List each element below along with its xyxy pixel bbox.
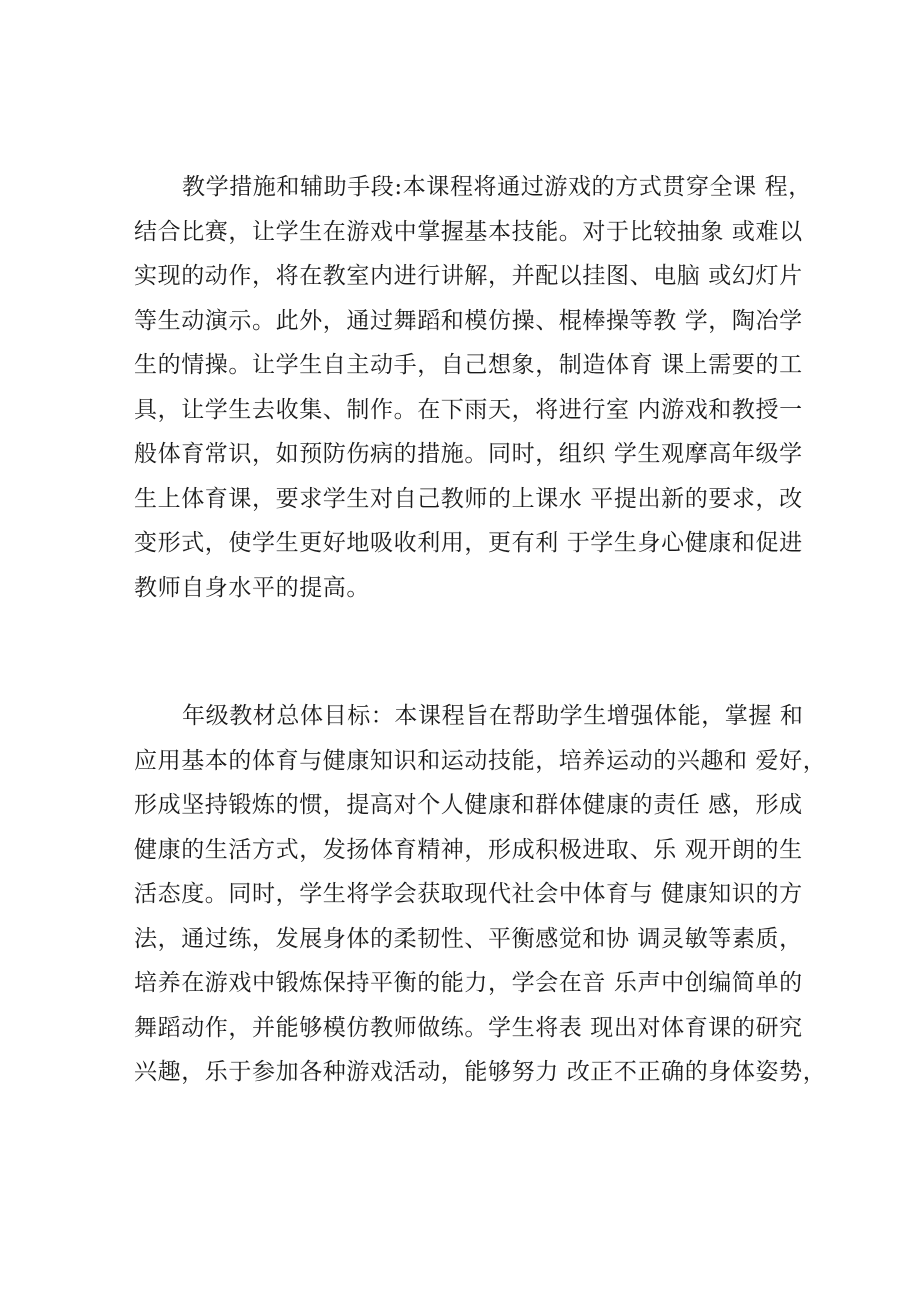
text-line: 结合比赛，让学生在游戏中掌握基本技能。对于比较抽象 或难以 [134,218,803,245]
text-line: 法，通过练，发展身体的柔韧性、平衡感觉和协 调灵敏等素质， [134,925,803,952]
paragraph-teaching-measures [134,165,814,610]
text-line: 具，让学生去收集、制作。在下雨天，将进行室 内游戏和教授一 [134,396,803,423]
text-line: 生的情操。让学生自主动手，自己想象，制造体育 课上需要的工 [134,352,803,378]
text-line: 应用基本的体育与健康知识和运动技能，培养运动的兴趣和 爱好， [134,747,827,774]
text-line: 培养在游戏中锻炼保持平衡的能力，学会在音 乐声中创编简单的 [134,970,803,996]
text-line: 般体育常识，如预防伤病的措施。同时，组织 学生观摩高年级学 [134,441,803,467]
text-line: 舞蹈动作，并能够模仿教师做练。学生将表 现出对体育课的研究 [134,1014,803,1041]
text-line: 健康的生活方式，发扬体育精神，形成积极进取、乐 观开朗的生 [134,836,803,863]
text-line: 生上体育课，要求学生对自己教师的上课水 平提出新的要求，改 [134,485,803,512]
text-line: 兴趣，乐于参加各种游戏活动，能够努力 改正不正确的身体姿势， [134,1059,827,1085]
text-line: 年级教材总体目标：本课程旨在帮助学生增强体能，掌握 和 [182,703,804,729]
text-line: 活态度。同时，学生将学会获取现代社会中体育与 健康知识的方 [134,881,803,907]
text-line: 教学措施和辅助手段:本课程将通过游戏的方式贯穿全课 程， [182,174,812,200]
text-line: 变形式，使学生更好地吸收利用，更有利 于学生身心健康和促进 [134,530,803,556]
paragraph-grade-goals [134,694,827,1095]
text-line: 形成坚持锻炼的惯，提高对个人健康和群体健康的责任 感，形成 [134,792,803,818]
text-line: 教师自身水平的提高。 [134,574,370,601]
text-line: 实现的动作，将在教室内进行讲解，并配以挂图、电脑 或幻灯片 [134,263,803,289]
text-line: 等生动演示。此外，通过舞蹈和模仿操、棍棒操等教 学，陶冶学 [134,307,803,334]
